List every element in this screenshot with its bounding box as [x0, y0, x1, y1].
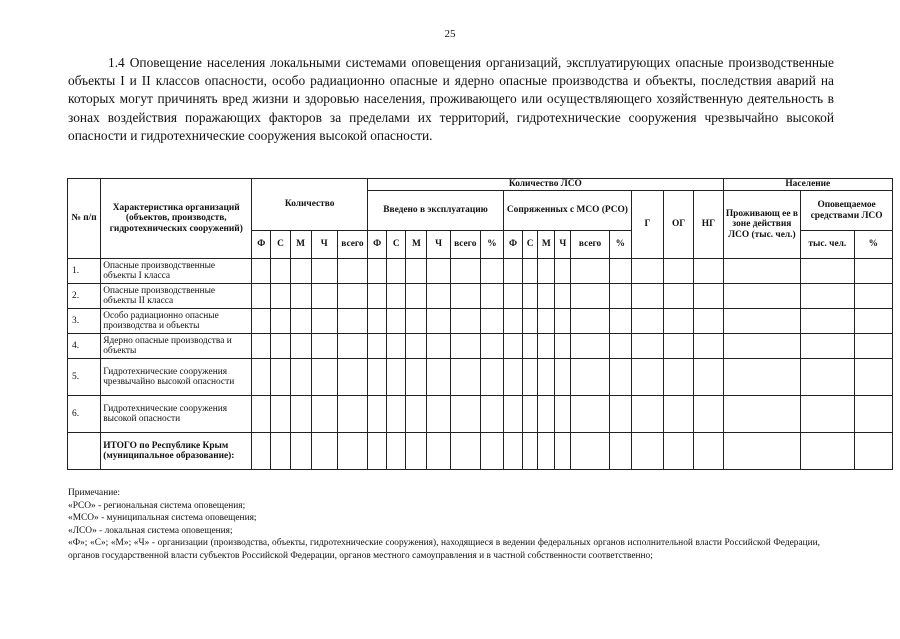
lso-table [67, 178, 893, 470]
empty-cell [311, 359, 337, 396]
empty-cell [480, 433, 503, 470]
empty-cell [480, 284, 503, 309]
empty-cell [450, 433, 480, 470]
empty-cell [503, 284, 522, 309]
empty-cell [694, 284, 723, 309]
empty-cell [631, 259, 663, 284]
empty-cell [523, 396, 538, 433]
empty-cell [252, 433, 271, 470]
empty-cell [694, 396, 723, 433]
empty-cell [631, 334, 663, 359]
empty-cell [311, 396, 337, 433]
empty-cell [503, 334, 522, 359]
header-m: М [406, 231, 427, 259]
empty-cell [801, 309, 854, 334]
empty-cell [271, 259, 290, 284]
empty-cell [368, 396, 387, 433]
empty-cell [406, 309, 427, 334]
empty-cell [538, 259, 555, 284]
notes [68, 487, 820, 563]
row-name: Опасные производственные объекты II класса [101, 284, 252, 309]
empty-cell [387, 396, 406, 433]
empty-cell [538, 433, 555, 470]
empty-cell [271, 433, 290, 470]
empty-cell [503, 259, 522, 284]
empty-cell [480, 359, 503, 396]
empty-cell [664, 359, 694, 396]
empty-cell [555, 284, 571, 309]
empty-cell [723, 309, 801, 334]
empty-cell [387, 433, 406, 470]
header-thousand: тыс. чел. [801, 231, 854, 259]
empty-cell [801, 359, 854, 396]
empty-cell [631, 309, 663, 334]
empty-cell [427, 433, 450, 470]
empty-cell [271, 334, 290, 359]
empty-cell [854, 309, 893, 334]
empty-cell [631, 396, 663, 433]
empty-cell [723, 334, 801, 359]
empty-cell [311, 259, 337, 284]
header-s: С [523, 231, 538, 259]
header-f: Ф [503, 231, 522, 259]
empty-cell [609, 334, 631, 359]
empty-cell [252, 396, 271, 433]
empty-cell [631, 284, 663, 309]
empty-cell [523, 259, 538, 284]
note-item: «РСО» - региональная система оповещения; [68, 500, 246, 511]
total-row-number [68, 433, 101, 470]
row-number: 5. [68, 359, 101, 396]
empty-cell [450, 259, 480, 284]
empty-cell [609, 284, 631, 309]
total-row-name: ИТОГО по Республике Крым (муниципальное образование): [101, 433, 252, 470]
header-paired: Сопряженных с МСО (РСО) [503, 191, 631, 231]
empty-cell [609, 396, 631, 433]
empty-cell [406, 433, 427, 470]
empty-cell [271, 359, 290, 396]
empty-cell [290, 433, 311, 470]
empty-cell [801, 259, 854, 284]
empty-cell [480, 396, 503, 433]
empty-cell [368, 284, 387, 309]
row-number: 1. [68, 259, 101, 284]
header-quantity: Количество [252, 179, 368, 231]
table-row [68, 396, 893, 433]
header-ng: НГ [694, 191, 723, 259]
empty-cell [694, 359, 723, 396]
empty-cell [723, 396, 801, 433]
empty-cell [427, 396, 450, 433]
empty-cell [480, 309, 503, 334]
empty-cell [555, 396, 571, 433]
empty-cell [571, 396, 609, 433]
empty-cell [854, 359, 893, 396]
row-number: 3. [68, 309, 101, 334]
empty-cell [368, 259, 387, 284]
section-text [68, 54, 834, 145]
header-notified: Оповещаемое средствами ЛСО [801, 191, 893, 231]
header-num: № п/п [68, 179, 101, 259]
empty-cell [368, 309, 387, 334]
row-number: 6. [68, 396, 101, 433]
total-row [68, 433, 893, 470]
empty-cell [854, 259, 893, 284]
header-ch: Ч [555, 231, 571, 259]
empty-cell [664, 433, 694, 470]
header-g: Г [631, 191, 663, 259]
empty-cell [694, 309, 723, 334]
empty-cell [664, 396, 694, 433]
empty-cell [427, 309, 450, 334]
header-m: М [290, 231, 311, 259]
empty-cell [609, 309, 631, 334]
header-s: С [271, 231, 290, 259]
row-number: 2. [68, 284, 101, 309]
empty-cell [555, 259, 571, 284]
empty-cell [337, 309, 367, 334]
empty-cell [801, 433, 854, 470]
empty-cell [538, 359, 555, 396]
empty-cell [290, 309, 311, 334]
empty-cell [406, 334, 427, 359]
empty-cell [450, 359, 480, 396]
empty-cell [337, 359, 367, 396]
empty-cell [523, 433, 538, 470]
note-item: «ЛСО» - локальная система оповещения; [68, 525, 233, 536]
row-number: 4. [68, 334, 101, 359]
empty-cell [854, 284, 893, 309]
header-population: Население [723, 179, 892, 191]
header-lso-quantity: Количество ЛСО [368, 179, 724, 191]
empty-cell [450, 284, 480, 309]
empty-cell [406, 259, 427, 284]
empty-cell [571, 259, 609, 284]
empty-cell [571, 359, 609, 396]
empty-cell [337, 433, 367, 470]
empty-cell [368, 433, 387, 470]
header-total: всего [450, 231, 480, 259]
empty-cell [252, 259, 271, 284]
header-f: Ф [368, 231, 387, 259]
empty-cell [252, 359, 271, 396]
empty-cell [631, 433, 663, 470]
empty-cell [523, 359, 538, 396]
row-name: Опасные производственные объекты I класса [101, 259, 252, 284]
header-residing: Проживающ ее в зоне действия ЛСО (тыс. чел.) [723, 191, 801, 259]
row-name: Гидротехнические сооружения чрезвычайно высокой опасности [101, 359, 252, 396]
empty-cell [609, 359, 631, 396]
empty-cell [427, 284, 450, 309]
empty-cell [406, 359, 427, 396]
empty-cell [631, 359, 663, 396]
empty-cell [854, 433, 893, 470]
empty-cell [854, 334, 893, 359]
empty-cell [723, 359, 801, 396]
empty-cell [664, 259, 694, 284]
empty-cell [311, 284, 337, 309]
empty-cell [387, 359, 406, 396]
empty-cell [664, 284, 694, 309]
note-item: «Ф»; «С»; «М»; «Ч» - организации (производства, объекты, гидротехнические сооружения), находящиеся в ведении федеральных органов исполнительной власти Российской Федерации, органов государственной власти субъектов Российской Федерации, органов местного самоуправления и в частной собственности соответственно; [68, 538, 820, 561]
empty-cell [523, 284, 538, 309]
note-item: «МСО» - муниципальная система оповещения; [68, 513, 257, 524]
table-row [68, 284, 893, 309]
empty-cell [311, 433, 337, 470]
empty-cell [271, 284, 290, 309]
table-row [68, 309, 893, 334]
table-row [68, 334, 893, 359]
section-text-content: 1.4 Оповещение населения локальными системами оповещения организаций, эксплуатирующих опасные производственные объекты I и II классов опасности, особо радиационно опасные и ядерно опасные производства и объекты, последствия аварий на которых могут причинять вред жизни и здоровью населения, проживающего или осуществляющего хозяйственную деятельность в зонах воздействия поражающих факторов за пределами их территорий, гидротехнические сооружения чрезвычайно высокой опасности и гидротехнические сооружения высокой опасности. [68, 55, 834, 143]
table-body [68, 259, 893, 470]
empty-cell [252, 309, 271, 334]
empty-cell [664, 334, 694, 359]
empty-cell [723, 259, 801, 284]
empty-cell [450, 396, 480, 433]
empty-cell [538, 284, 555, 309]
empty-cell [801, 334, 854, 359]
empty-cell [311, 309, 337, 334]
page-number: 25 [444, 28, 456, 40]
empty-cell [523, 309, 538, 334]
notes-title: Примечание: [68, 488, 121, 498]
empty-cell [503, 396, 522, 433]
empty-cell [503, 309, 522, 334]
empty-cell [694, 259, 723, 284]
header-ch: Ч [427, 231, 450, 259]
empty-cell [571, 433, 609, 470]
empty-cell [290, 334, 311, 359]
empty-cell [337, 284, 367, 309]
empty-cell [406, 396, 427, 433]
empty-cell [337, 396, 367, 433]
empty-cell [723, 433, 801, 470]
header-ch: Ч [311, 231, 337, 259]
empty-cell [538, 309, 555, 334]
empty-cell [387, 309, 406, 334]
header-total: всего [337, 231, 367, 259]
header-og: ОГ [664, 191, 694, 259]
empty-cell [337, 334, 367, 359]
empty-cell [480, 259, 503, 284]
empty-cell [555, 309, 571, 334]
empty-cell [555, 359, 571, 396]
empty-cell [290, 396, 311, 433]
empty-cell [503, 433, 522, 470]
empty-cell [290, 259, 311, 284]
empty-cell [387, 334, 406, 359]
empty-cell [854, 396, 893, 433]
empty-cell [252, 334, 271, 359]
empty-cell [450, 334, 480, 359]
empty-cell [337, 259, 367, 284]
row-name: Гидротехнические сооружения высокой опасности [101, 396, 252, 433]
empty-cell [609, 259, 631, 284]
empty-cell [427, 334, 450, 359]
header-f: Ф [252, 231, 271, 259]
table-row [68, 359, 893, 396]
empty-cell [368, 359, 387, 396]
empty-cell [664, 309, 694, 334]
row-name: Особо радиационно опасные производства и объекты [101, 309, 252, 334]
header-m: М [538, 231, 555, 259]
empty-cell [387, 284, 406, 309]
empty-cell [368, 334, 387, 359]
header-percent: % [854, 231, 893, 259]
header-characteristic: Характеристика организаций (объектов, производств, гидротехнических сооружений) [101, 179, 252, 259]
empty-cell [290, 284, 311, 309]
empty-cell [290, 359, 311, 396]
header-s: С [387, 231, 406, 259]
empty-cell [480, 334, 503, 359]
empty-cell [723, 284, 801, 309]
empty-cell [271, 396, 290, 433]
header-total: всего [571, 231, 609, 259]
empty-cell [450, 309, 480, 334]
row-name: Ядерно опасные производства и объекты [101, 334, 252, 359]
empty-cell [571, 309, 609, 334]
empty-cell [311, 334, 337, 359]
empty-cell [801, 396, 854, 433]
empty-cell [694, 433, 723, 470]
table-row [68, 259, 893, 284]
empty-cell [571, 284, 609, 309]
empty-cell [427, 259, 450, 284]
empty-cell [555, 334, 571, 359]
empty-cell [555, 433, 571, 470]
header-commissioned: Введено в эксплуатацию [368, 191, 504, 231]
empty-cell [694, 334, 723, 359]
empty-cell [271, 309, 290, 334]
header-percent: % [609, 231, 631, 259]
empty-cell [252, 284, 271, 309]
empty-cell [609, 433, 631, 470]
empty-cell [538, 396, 555, 433]
empty-cell [503, 359, 522, 396]
empty-cell [427, 359, 450, 396]
empty-cell [387, 259, 406, 284]
empty-cell [538, 334, 555, 359]
empty-cell [801, 284, 854, 309]
empty-cell [571, 334, 609, 359]
empty-cell [406, 284, 427, 309]
empty-cell [523, 334, 538, 359]
header-percent: % [480, 231, 503, 259]
